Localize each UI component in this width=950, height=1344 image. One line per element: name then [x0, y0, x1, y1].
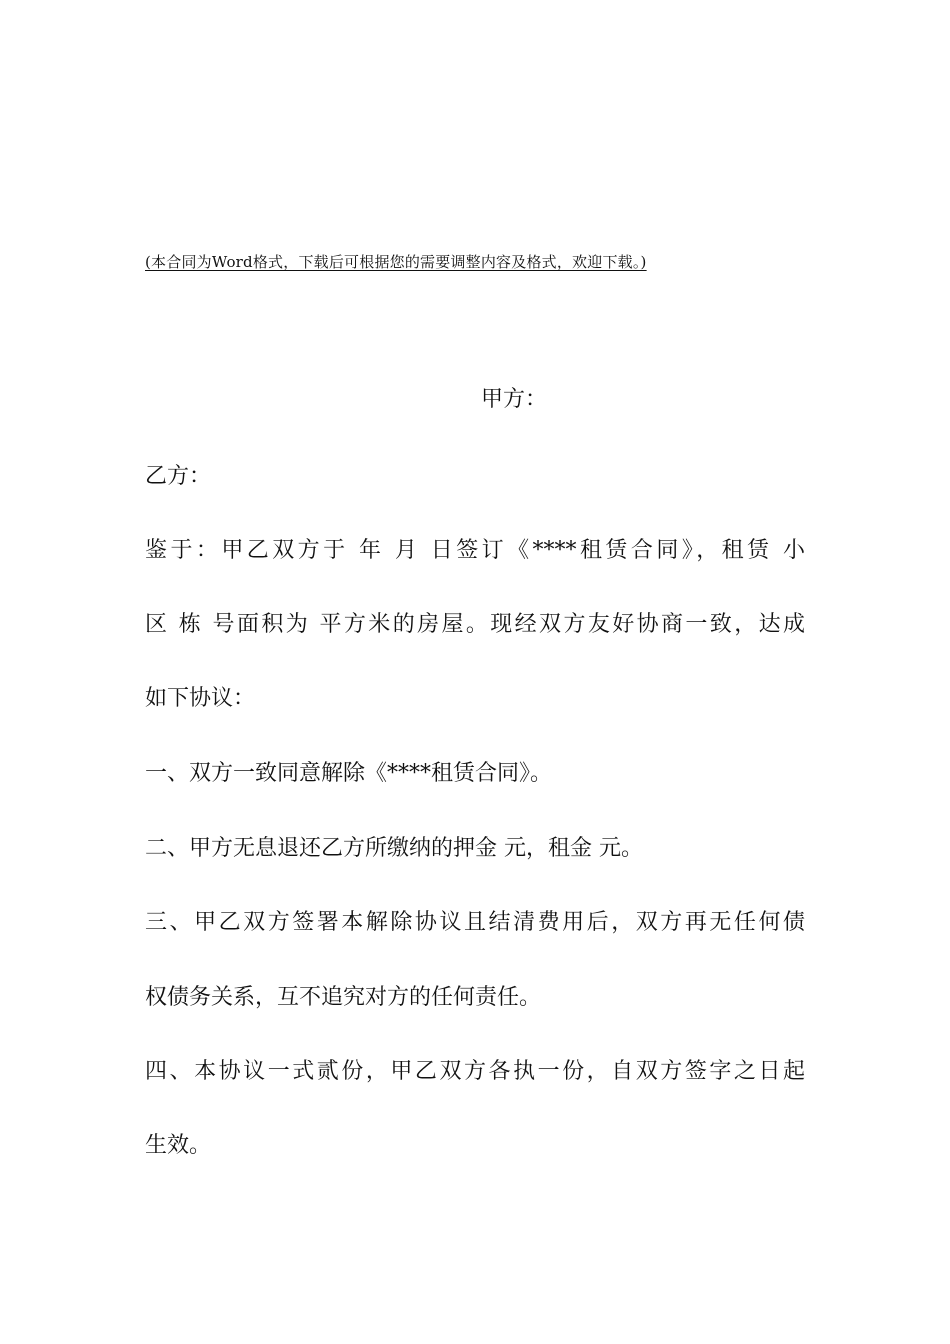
- party-b-label: 乙方：: [145, 464, 212, 489]
- clause-3-line-1: 三、甲乙双方签署本解除协议且结清费用后，双方再无任何债: [145, 910, 805, 935]
- clause-4-line-2: 生效。: [145, 1133, 212, 1158]
- recital-line-3: 如下协议：: [145, 686, 256, 711]
- party-a-label: 甲方：: [481, 387, 548, 412]
- clause-2: 二、甲方无息退还乙方所缴纳的押金 元，租金 元。: [145, 836, 643, 861]
- clause-3-line-2: 权债务关系，互不追究对方的任何责任。: [145, 985, 542, 1010]
- clause-4-line-1: 四、本协议一式贰份，甲乙双方各执一份，自双方签字之日起: [145, 1059, 805, 1084]
- format-notice: (本合同为Word格式，下载后可根据您的需要调整内容及格式，欢迎下载。): [145, 253, 647, 271]
- clause-1: 一、双方一致同意解除《****租赁合同》。: [145, 761, 553, 786]
- recital-line-2: 区 栋 号面积为 平方米的房屋。现经双方友好协商一致，达成: [145, 612, 805, 637]
- recital-line-1: 鉴于：甲乙双方于 年 月 日签订《****租赁合同》，租赁 小: [145, 538, 805, 563]
